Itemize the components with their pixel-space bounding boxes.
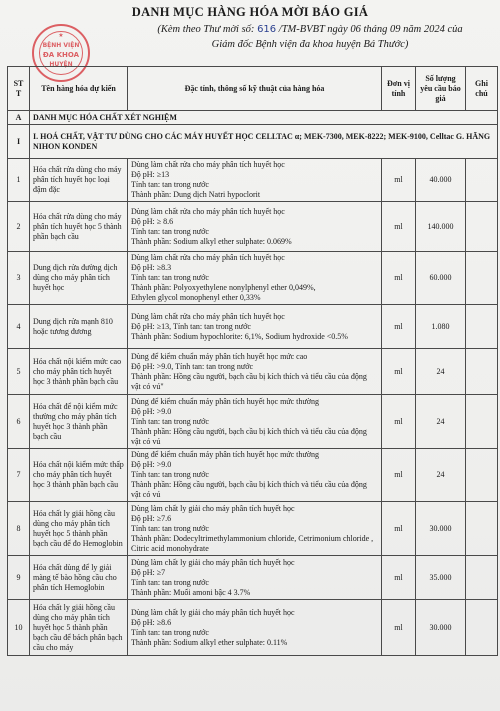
cell-unit: ml — [382, 556, 416, 600]
cell-spec — [128, 202, 382, 252]
spec-line: Độ pH: ≥13, Tính tan: tan trong nước — [131, 321, 251, 331]
spec-line: Dùng làm chất rửa cho máy phân tích huyết học — [131, 160, 285, 169]
subtitle-line2: Giám đốc Bệnh viện đa khoa huyện Bá Thước) — [211, 39, 409, 50]
spec-line: Ethylen glycol monophenyl ether 0,33% — [131, 293, 261, 302]
cell-spec — [128, 252, 382, 305]
spec-line: Dùng để kiểm chuẩn máy phân tích huyết học mức cao — [131, 351, 308, 361]
stamp-line-3: HUYỆN — [49, 61, 73, 68]
cell-qty: 1.080 — [416, 305, 466, 349]
cell-unit: ml — [382, 159, 416, 202]
header-name: Tên hàng hóa dự kiến — [30, 67, 128, 111]
cell-name: Hóa chất nội kiểm mức thấp cho máy phân tích huyết học 3 thành phần bạch cầu — [30, 449, 128, 502]
spec-line: Tính tan: tan trong nước — [131, 523, 209, 533]
cell-note — [466, 159, 498, 202]
cell-note — [466, 449, 498, 502]
cell-stt: 10 — [8, 600, 30, 656]
cell-stt: 9 — [8, 556, 30, 600]
section-row — [8, 111, 498, 125]
cell-unit: ml — [382, 202, 416, 252]
subtitle-prefix: (Kèm theo Thư mời số: — [157, 24, 258, 35]
cell-unit: ml — [382, 395, 416, 449]
header-qty: Số lượng yêu cầu báo giá — [416, 67, 466, 111]
table-row — [8, 600, 498, 656]
cell-name: Dung dịch rửa mạnh 810 hoặc tương đương — [30, 305, 128, 349]
spec-line: Dùng làm chất rửa cho máy phân tích huyết học — [131, 206, 285, 216]
table-row — [8, 502, 498, 556]
cell-stt: 7 — [8, 449, 30, 502]
cell-unit: ml — [382, 449, 416, 502]
table-row — [8, 395, 498, 449]
cell-stt: 3 — [8, 252, 30, 305]
cell-stt: 8 — [8, 502, 30, 556]
cell-qty: 35.000 — [416, 556, 466, 600]
spec-line: Độ pH: ≥7.6 — [131, 513, 172, 523]
cell-spec — [128, 305, 382, 349]
spec-line: Độ pH: ≥13 — [131, 170, 170, 179]
cell-note — [466, 502, 498, 556]
cell-unit: ml — [382, 349, 416, 395]
cell-note — [466, 349, 498, 395]
cell-qty: 30.000 — [416, 502, 466, 556]
spec-line: Tính tan: tan trong nước — [131, 180, 209, 189]
cell-qty: 30.000 — [416, 600, 466, 656]
cell-spec — [128, 159, 382, 202]
stamp-line-2: ĐA KHOA — [42, 51, 80, 59]
spec-line: Thành phần: Sodium alkyl ether sulphate: 0.069% — [131, 236, 292, 246]
spec-line: Độ pH: >9.0 — [131, 460, 172, 469]
spec-line: Dùng để kiểm chuẩn máy phân tích huyết học mức thường — [131, 396, 319, 406]
cell-name: Hóa chất ly giải hồng cầu dùng cho máy phân tích huyết học 5 thành phần bạch cầu để đo Hemoglobin — [30, 502, 128, 556]
header-note: Ghi chú — [466, 67, 498, 111]
cell-spec — [128, 349, 382, 395]
cell-stt: 2 — [8, 202, 30, 252]
spec-line: Thành phần: Hồng cầu người, bạch cầu bị kích thích và tiểu cầu của động vật có vú — [131, 480, 367, 499]
goods-table — [7, 66, 498, 656]
cell-spec — [128, 395, 382, 449]
spec-line: Dùng làm chất ly giải cho máy phân tích huyết học — [131, 557, 295, 567]
table-row — [8, 449, 498, 502]
cell-stt: 4 — [8, 305, 30, 349]
header-spec: Đặc tính, thông số kỹ thuật của hàng hóa — [128, 67, 382, 111]
cell-spec — [128, 600, 382, 656]
cell-note — [466, 305, 498, 349]
spec-line: Thành phần: Polyoxyethylene nonylphenyl ether 0,049%, — [131, 283, 316, 292]
spec-line: Tính tan: tan trong nước — [131, 627, 209, 637]
spec-line: Dùng làm chất rửa cho máy phân tích huyết học — [131, 311, 285, 321]
spec-line: Thành phần: Hồng cầu người, bạch cầu bị kích thích và tiểu cầu của động vật có vú — [131, 426, 367, 446]
table-row — [8, 305, 498, 349]
spec-line: Độ pH: >9.0, Tính tan: tan trong nước — [131, 361, 254, 371]
spec-line: Thành phần: Sodium alkyl ether sulphate: 0.11% — [131, 637, 288, 647]
cell-note — [466, 556, 498, 600]
header-stt: ST T — [8, 67, 30, 111]
spec-line: Độ pH: ≥7 — [131, 567, 166, 577]
spec-line: Thành phần: Dodecyltrimethylammonium chloride, Cetrimonium chloride , Citric acid monohydrate — [131, 533, 374, 553]
cell-unit: ml — [382, 600, 416, 656]
table-row — [8, 159, 498, 202]
cell-unit: ml — [382, 252, 416, 305]
letter-number: 616 — [257, 24, 277, 35]
spec-line: Độ pH: ≥8.6 — [131, 617, 172, 627]
cell-note — [466, 600, 498, 656]
cell-name: Hóa chất để nội kiểm mức thường cho máy phân tích huyết học 3 thành phần bạch cầu — [30, 395, 128, 449]
spec-line: Thành phần: Sodium hypochlorite: 6,1%, Sodium hydroxide <0.5% — [131, 331, 348, 341]
stamp-line-1: BỆNH VIỆN — [42, 42, 80, 49]
table-row — [8, 349, 498, 395]
cell-stt: 5 — [8, 349, 30, 395]
cell-unit: ml — [382, 305, 416, 349]
cell-unit: ml — [382, 502, 416, 556]
cell-note — [466, 395, 498, 449]
cell-spec — [128, 449, 382, 502]
spec-line: Dùng làm chất ly giải cho máy phân tích huyết học — [131, 503, 295, 513]
spec-line: Dùng làm chất rửa cho máy phân tích huyết học — [131, 253, 285, 262]
section-title: DANH MỤC HÓA CHẤT XÉT NGHIỆM — [30, 111, 498, 125]
spec-line: Tính tan: tan trong nước — [131, 470, 209, 479]
spec-line: Dùng để kiểm chuẩn máy phân tích huyết học mức thường — [131, 450, 319, 459]
cell-name: Hóa chất dùng để ly giải màng tế bào hồng cầu cho phân tích Hemoglobin — [30, 556, 128, 600]
cell-spec — [128, 502, 382, 556]
spec-line: Thành phần: Hồng cầu người, bạch cầu bị kích thích và tiểu cầu của động vật có vú" — [131, 371, 367, 391]
document-subtitle — [130, 22, 490, 52]
group-row — [8, 125, 498, 159]
table-row — [8, 202, 498, 252]
cell-spec — [128, 556, 382, 600]
subtitle-mid: /TM-BVBT ngày 06 tháng 09 năm 2024 của — [276, 24, 463, 35]
cell-stt: 6 — [8, 395, 30, 449]
cell-qty: 24 — [416, 395, 466, 449]
stamp-star-icon: ★ — [58, 32, 64, 39]
spec-line: Độ pH: >9.0 — [131, 406, 172, 416]
cell-qty: 24 — [416, 449, 466, 502]
cell-qty: 60.000 — [416, 252, 466, 305]
cell-name: Dung dịch rửa đường dịch dùng cho máy phân tích huyết học — [30, 252, 128, 305]
section-label: A — [8, 111, 30, 125]
cell-qty: 140.000 — [416, 202, 466, 252]
cell-stt: 1 — [8, 159, 30, 202]
header-unit: Đơn vị tính — [382, 67, 416, 111]
spec-line: Thành phần: Muối amoni bậc 4 3.7% — [131, 587, 251, 597]
cell-name: Hóa chất ly giải hồng cầu dùng cho máy phân tích huyết học 5 thành phần bạch cầu để bách phân bạch cầu cho máy — [30, 600, 128, 656]
document-title: DANH MỤC HÀNG HÓA MỜI BÁO GIÁ — [131, 5, 369, 19]
cell-qty: 24 — [416, 349, 466, 395]
group-title: I. HOÁ CHẤT, VẬT TƯ DÙNG CHO CÁC MÁY HUYẾT HỌC CELLTAC α; MEK-7300, MEK-8222; MEK-9100, Celltac G. HÃNG NIHON KONDEN — [30, 125, 498, 159]
spec-line: Tính tan: tan trong nước — [131, 273, 209, 282]
group-label: I — [8, 125, 30, 159]
table-row — [8, 556, 498, 600]
cell-name: Hóa chất rửa dùng cho máy phân tích huyết học loại đậm đặc — [30, 159, 128, 202]
cell-name: Hóa chất rửa dùng cho máy phân tích huyết học 5 thành phần bạch cầu — [30, 202, 128, 252]
table-row — [8, 252, 498, 305]
cell-note — [466, 252, 498, 305]
spec-line: Thành phần: Dung dịch Natri hypoclorit — [131, 190, 261, 199]
table-body — [8, 159, 498, 656]
spec-line: Dùng làm chất ly giải cho máy phân tích huyết học — [131, 607, 295, 617]
spec-line: Độ pH: ≥8.3 — [131, 263, 172, 272]
spec-line: Tính tan: tan trong nước — [131, 416, 209, 426]
cell-name: Hóa chất nội kiểm mức cao cho máy phân tích huyết học 3 thành phần bạch cầu — [30, 349, 128, 395]
cell-qty: 40.000 — [416, 159, 466, 202]
spec-line: Độ pH: ≥ 8.6 — [131, 216, 174, 226]
spec-line: Tính tan: tan trong nước — [131, 577, 209, 587]
table-header-row — [8, 67, 498, 111]
cell-note — [466, 202, 498, 252]
spec-line: Tính tan: tan trong nước — [131, 226, 209, 236]
